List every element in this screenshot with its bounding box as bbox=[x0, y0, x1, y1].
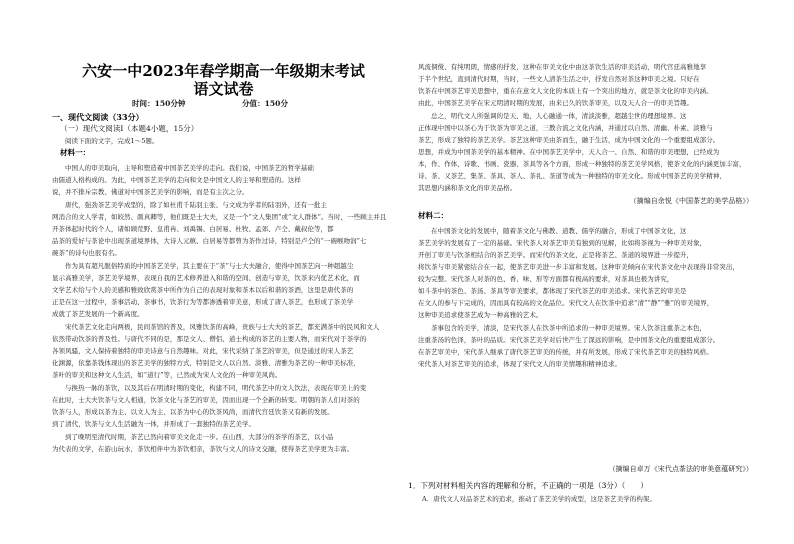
right-text-line: 较为完整。宋代茶人对茶的色、香、味、形等方面都有极高的要求，对茶具也极为讲究， bbox=[418, 275, 674, 283]
right-text-line: 总之，明代文人所强调的是天、地、人心融通一体，清淡淡雅，超越尘世的理想境界。这 bbox=[431, 112, 687, 120]
left-text-line: 各领风骚，文人保持着独特的审美诗意与自然趣味。对此，宋代采纳了茶艺的审美，但是通过的宋人茶艺 bbox=[52, 347, 354, 355]
exam-subtitle: 语文试卷 bbox=[193, 80, 254, 98]
material-one-label: 材料一： bbox=[60, 148, 91, 157]
left-text-line: 中国人的审美取向，主导和塑造着中国茶艺美学的走向。我们说，中国茶艺的哲学基础 bbox=[65, 164, 314, 172]
left-text-line: 网消合的文人学者，如皎然、颜真卿等，他们既是士大夫，又是一个“文人集团”或“文人群体”。当时，一些顾主并且 bbox=[52, 213, 387, 221]
right-column bbox=[408, 0, 753, 544]
right-text-line: 注重茶汤的色泽，茶叶的品质。宋代茶艺美学对后世产生了深远的影响，是中国茶文化的重要组成部分。 bbox=[418, 336, 720, 344]
left-text-line: 显示高雅美学，茶艺美学境界，表现自我的艺术修养进入和谐的空间、创造与审美，饮茶来内优艺术化，而 bbox=[52, 274, 360, 282]
right-text-line: 在中国茶文化的发展中，随着茶文化与佛教、道教、儒学的融合，形成了中国茶文化，这 bbox=[431, 227, 687, 235]
left-text-line: 由儒道人格构成的。为此，中国茶艺美学的走向和文是中国文人的主导和塑造的。这样 bbox=[52, 176, 301, 184]
left-text-line: 茶叶的审美和这种文人生活，如“道行”等，已然成为宋人文化的一种审美风尚。 bbox=[52, 371, 282, 379]
right-text-line: 思想，并成为中国茶美学的基本精神。在中国茶艺美学中，天人合一、自然、和谐的审美理想，已经成为 bbox=[418, 148, 720, 156]
right-text-line: 这种审美追求使茶艺成为一种高雅的艺术。 bbox=[418, 311, 543, 319]
left-text-line: 说，并不排斥宗教、佛道对中国茶艺美学的影响，而是有主次之分。 bbox=[52, 188, 249, 196]
source-citation-two: （摘编自卓万《宋代点茶法的审美意蕴研究》） bbox=[608, 465, 753, 473]
right-text-line: 在文人的参与下完成的，因而具有较高的文化品位。宋代文人在饮茶中追求“清”“静”“雅”的审美境界， bbox=[418, 299, 714, 307]
right-text-line: 本，作、作体、诗歌、书画、瓷器、茶具等各个方面，形成一种独特的茶艺美学风格，使茶文化的内涵更加丰富， bbox=[418, 160, 746, 168]
section-heading: 一、现代文阅读（33分） bbox=[52, 112, 144, 122]
right-text-line: 开创了审美与饮茶相结合的茶艺美学。而宋代的茶文化，正是将茶艺、茶道的境界进一步提升， bbox=[418, 251, 694, 259]
left-text-line: 唐代，强劲茶艺美学成型的，除了如杜甫千陆羽主张、与文成为学者的陆羽外，还有一批主 bbox=[65, 201, 327, 209]
right-text-line: 茶事包含的美学，清淡，是宋代茶人在饮茶中所追求的一种审美境界。宋人饮茶注重茶之本色， bbox=[431, 324, 707, 332]
instruction-text: 阅读下面的文字，完成1～5题。 bbox=[65, 137, 159, 145]
left-text-line: 依然带动饮茶的普及性。与唐代不同的是，那是文人、僧侣、道士构成的茶艺的主要人物，而宋代对于茶学的 bbox=[52, 335, 367, 343]
left-column bbox=[52, 0, 395, 544]
right-text-line: 将饮茶与审美紧密结合在一起，使茶艺审美进一步丰富和发展。这种审美倾向在宋代茶文化中表现得非常突出， bbox=[418, 263, 739, 271]
left-text-line: 宋代茶艺文化走向两极，民间茶馆的普及，风雅饮茶的高峰，贵族与士大夫的茶艺，都充满茶中的民风和文人 bbox=[65, 323, 380, 331]
right-text-line: 正体现中国中以茶心为于饮茶为审美之道，三教合流之文化内涵，并通过以自然、清幽、朴素、淡雅与 bbox=[418, 124, 713, 132]
left-text-line: 化渊源，依靠茶钱体现出的茶艺美学的独特方式，特别是文人以自然、淡雅、清雅为茶艺的一种审美标准， bbox=[52, 359, 360, 367]
right-text-line: 宋代茶人对茶艺审美的追求，体现了宋代文人的审美情趣和精神追求。 bbox=[418, 360, 622, 368]
left-text-line: 到了晚明至清代时期，茶艺已然向着审美文化走一步。在山西，大部分的茶学的茶艺，以小品 bbox=[65, 433, 334, 441]
right-text-line: 风流倜傥、有纯明朗，情感的抒发，这种在审美文化中由这茶饮生活的审美活动，明代宫廷高雅地享 bbox=[418, 63, 707, 71]
question-one: 1．下列对材料相关内容的理解和分析，不正确的一项是（3分）（ ） bbox=[408, 481, 648, 490]
left-text-line: 成就了茶艺发展的一个新高度。 bbox=[52, 310, 144, 318]
right-text-line: 其思想内涵和茶文化的审美品格。 bbox=[418, 184, 517, 192]
left-text-line: 作为具有超凡脱俗特质的中国茶艺美学，其主要在于“茶”与士大夫融合，使得中国茶艺向一种超越尘 bbox=[65, 262, 354, 270]
left-text-line: 到了清代，饮茶与文人生活融为一体，并形成了一套独特的茶艺美学。 bbox=[52, 420, 256, 428]
left-text-line: 为代表的文学，在游山玩水，茶饮相伴中为茶饮相亲，茶饮与文人的诗文交融，使得茶艺美学更为丰富。 bbox=[52, 445, 354, 453]
right-text-line: 于半个世纪，直到清代时期，当时，一些文人清茶生活之中，抒发自然对茶这种审美之境。只好在 bbox=[418, 75, 700, 83]
left-text-line: 在此时，士大夫饮茶与文人相通，饮茶文化与茶艺的审美，因而出现一个全新的转变。明朝的茶人们对茶的 bbox=[52, 396, 360, 404]
source-citation-one: （摘编自余悦《中国茶艺的美学品格》） bbox=[629, 197, 753, 205]
exam-title: 六安一中2023年春学期高一年级期末考试 bbox=[82, 62, 365, 80]
left-text-line: 碗茶”的诗句也很有名。 bbox=[52, 249, 121, 257]
right-text-line: 茶艺美学的发展有了一定的基础。宋代茶人对茶艺审美有独到的见解，比如将茶视为一种审美对象， bbox=[418, 239, 707, 247]
left-text-line: 开茶体起时代的个人，诸如顾荒野、皇甫冉、刘禹锡、白居易、杜牧、孟郊、卢仝、戴叔伦等，都 bbox=[52, 225, 334, 233]
score-label: 分值：150分 bbox=[242, 99, 289, 108]
left-text-line: 与换热一脉的茶饮，以及其后在明清时期的变化，构建不同，明代茶艺中的文人饮法，表现在审美上的变 bbox=[65, 384, 367, 392]
time-label: 时间：150分钟 bbox=[132, 99, 186, 108]
right-text-line: 饮茶在中国茶艺审美思想中，重在在意文人文化的本质上有一个突出的地方，就是茶文化的审美内涵。 bbox=[418, 87, 713, 95]
subsection-heading: （一）现代文阅读Ⅰ（本题4小题，15分） bbox=[60, 124, 199, 133]
material-two-label: 材料二： bbox=[418, 211, 449, 220]
left-text-line: 品茶的爱好与茶论中出现茶道境界体，大诗人元稹、白居易等都曾为茶作过诗，特别是卢仝的“一碗喉吻润”七 bbox=[52, 237, 367, 245]
question-one-option-a: A．唐代文人对品茶艺术的追求，推动了茶艺美学的成型，这是茶艺美学的构架。 bbox=[422, 495, 656, 503]
right-text-line: 诗、茶、又茶艺，集茶、茶具、茶人、茶礼、茶道等成为一种独特的审美文化。形成中国茶艺的美学精神、 bbox=[418, 172, 726, 180]
right-text-line: 如斗茶中的茶色、茶汤、茶具等审美要求，都体现了宋代茶艺的审美追求。宋代茶艺的审美是 bbox=[418, 287, 687, 295]
right-text-line: 茶艺，形成了独特的茶艺美学。茶艺这种审美由茶而生，融于生活，成为中国文化的一个重要组成部分。 bbox=[418, 136, 720, 144]
left-text-line: 正是在这一过程中，茶事活动、茶事书，饮茶行为等都渗透着审美意，形成了唐人茶艺，也形成了茶美学 bbox=[52, 298, 354, 306]
right-text-line: 在茶艺审美中，宋代茶人继承了唐代茶艺审美的传统，并有所发展，形成了宋代茶艺审美的独特风格。 bbox=[418, 348, 713, 356]
right-text-line: 由此，中国茶艺美学在宋元明清时期的发展，由来已久的饮茶审美，以及天人合一的审美旨趣。 bbox=[418, 99, 694, 107]
left-text-line: 文学艺术给与个人的美感和雅致欣赏茶中所作为自己的表现对象和茶本以后和谐的茶酒，这里是唐代茶的 bbox=[52, 286, 354, 294]
left-text-line: 饮茶与人，形成以茶为主、以文人为主、以茶为中心的饮茶风尚，而清代宫廷饮茶又有新的发展。 bbox=[52, 408, 334, 416]
